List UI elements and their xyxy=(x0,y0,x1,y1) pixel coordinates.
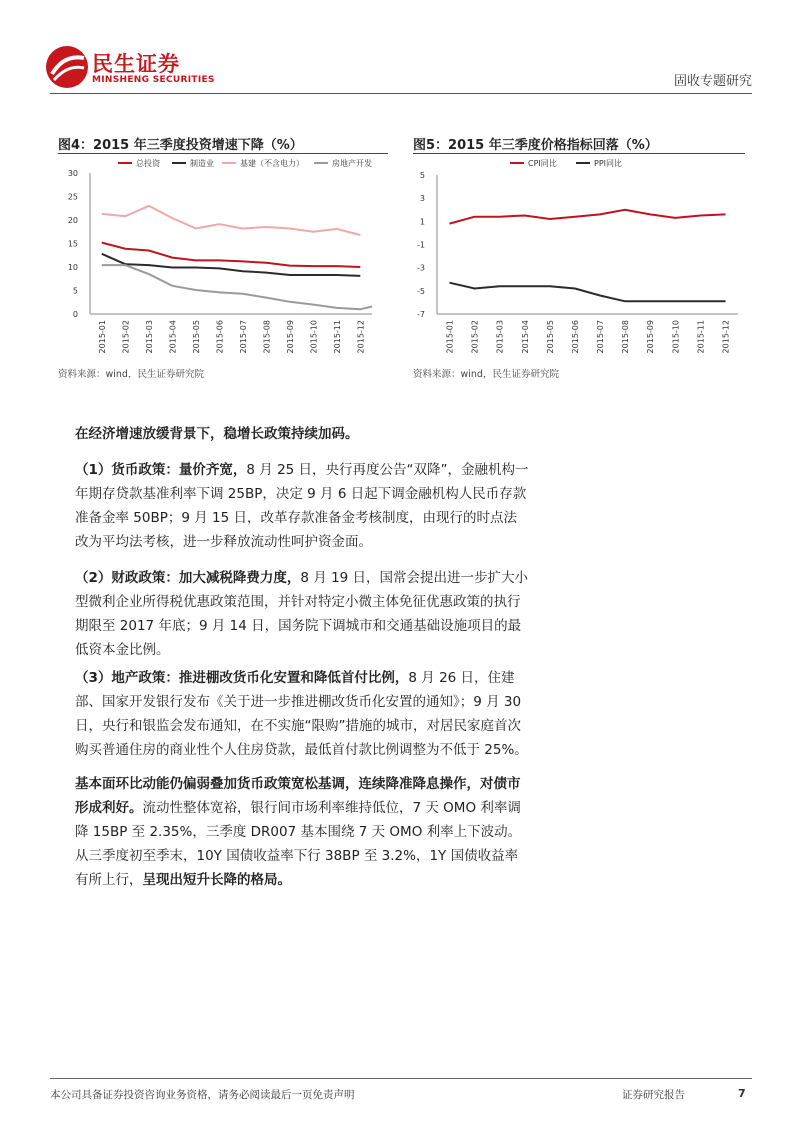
paragraph-fundamentals xyxy=(75,772,530,892)
figure5-title: 图5：2015 年三季度价格指标回落（%） xyxy=(413,138,658,153)
paragraph-fiscal xyxy=(75,566,530,662)
y-tick-label: 3 xyxy=(419,194,425,204)
paragraph-fiscal-text: 8 月 19 日，国常会提出进一步扩大小型微利企业所得税优惠政策范围，并针对特定小微主体免征优惠政策的执行期限至 2017 年底；9 月 14 日，国务院下调城市和交通基础设施项目的最低资本金比例。 xyxy=(75,570,529,658)
figure4-chart xyxy=(50,155,390,360)
paragraph-monetary xyxy=(75,458,530,554)
x-tick-label: 2015-06 xyxy=(215,320,225,354)
series-line xyxy=(450,283,726,302)
footer-disclaimer: 本公司具备证券投资咨询业务资格，请务必阅读最后一页免责声明 xyxy=(50,1089,355,1101)
x-tick-label: 2015-05 xyxy=(545,320,555,354)
x-tick-label: 2015-07 xyxy=(238,320,248,354)
footer-divider xyxy=(50,1078,752,1079)
x-tick-label: 2015-08 xyxy=(621,320,631,354)
x-tick-label: 2015-11 xyxy=(332,320,342,354)
y-tick-label: 5 xyxy=(72,286,78,296)
x-tick-label: 2015-05 xyxy=(191,320,201,354)
figure5-title-rule xyxy=(413,153,745,154)
x-tick-label: 2015-10 xyxy=(671,320,681,354)
legend-label: 总投资 xyxy=(136,159,160,168)
x-tick-label: 2015-03 xyxy=(144,320,154,354)
y-tick-label: 5 xyxy=(419,171,425,180)
legend-label: 制造业 xyxy=(190,159,214,168)
x-tick-label: 2015-08 xyxy=(262,320,272,354)
x-tick-label: 2015-02 xyxy=(470,320,480,354)
y-tick-label: 1 xyxy=(419,217,425,227)
paragraph-fundamentals-conclusion: 呈现出短升长降的格局。 xyxy=(142,872,291,888)
x-tick-label: 2015-03 xyxy=(495,320,505,354)
paragraph-property-heading: （3）地产政策：推进棚改货币化安置和降低首付比例， xyxy=(75,670,409,686)
series-line xyxy=(102,243,361,267)
x-tick-label: 2015-11 xyxy=(696,320,706,354)
figure4-title-rule xyxy=(58,153,388,154)
figure5-chart xyxy=(405,155,750,360)
x-tick-label: 2015-09 xyxy=(285,320,295,354)
series-line xyxy=(450,210,726,224)
paragraph-monetary-text: 8 月 25 日，央行再度公告“双降”，金融机构一年期存贷款基准利率下调 25BP，决定 9 月 6 日起下调金融机构人民币存款准备金率 50BP；9 月 15 日，改革存款准备金考核制度，由现行的时点法改为平均法考核，进一步释放流动性呵护资金面。 xyxy=(75,462,529,550)
lead-sentence: 在经济增速放缓背景下，稳增长政策持续加码。 xyxy=(75,426,359,442)
header-divider xyxy=(50,93,752,94)
page-number: 7 xyxy=(738,1087,746,1100)
x-tick-label: 2015-06 xyxy=(570,320,580,354)
x-tick-label: 2015-12 xyxy=(721,320,731,354)
footer-doc-type: 证券研究报告 xyxy=(622,1089,685,1101)
x-tick-label: 2015-04 xyxy=(168,320,178,354)
legend-label: PPI同比 xyxy=(594,159,623,168)
series-line xyxy=(102,206,361,235)
y-tick-label: 30 xyxy=(67,169,78,178)
body-lead xyxy=(75,422,725,446)
x-tick-label: 2015-07 xyxy=(596,320,606,354)
report-type: 固收专题研究 xyxy=(673,74,752,89)
x-tick-label: 2015-01 xyxy=(97,320,107,354)
paragraph-fundamentals-text: 流动性整体宽裕，银行间市场利率维持低位，7 天 OMO 利率调降 15BP 至 2.35%，三季度 DR007 基本围绕 7 天 OMO 利率上下波动。从三季度初至季末，10Y 国债收益率下行 38BP 至 3.2%，1Y 国债收益率有所上行， xyxy=(75,800,522,888)
paragraph-fundamentals-heading: 基本面环比动能仍偏弱叠加货币政策宽松基调，连续降准降息操作，对债市形成利好。 xyxy=(75,776,521,816)
logo-chinese-name: 民生证券 xyxy=(92,52,180,76)
legend-label: 基建（不含电力） xyxy=(240,159,304,168)
x-tick-label: 2015-10 xyxy=(309,320,319,354)
paragraph-fiscal-heading: （2）财政政策：加大减税降费力度， xyxy=(75,570,301,586)
y-tick-label: 10 xyxy=(67,263,78,272)
figure4-title: 图4：2015 年三季度投资增速下降（%） xyxy=(58,138,303,153)
x-tick-label: 2015-12 xyxy=(356,320,366,354)
paragraph-monetary-heading: （1）货币政策：量价齐宽， xyxy=(75,462,247,478)
legend-label: 房地产开发 xyxy=(332,159,372,168)
minsheng-logo-icon xyxy=(44,44,90,90)
logo-english-name: MINSHENG SECURITIES xyxy=(92,75,215,85)
x-tick-label: 2015-04 xyxy=(520,320,530,354)
x-tick-label: 2015-02 xyxy=(121,320,131,354)
series-line xyxy=(102,254,361,276)
y-tick-label: -3 xyxy=(417,263,425,273)
figure4-source: 资料来源：wind，民生证券研究院 xyxy=(58,369,204,380)
figure5-source: 资料来源：wind，民生证券研究院 xyxy=(413,369,559,380)
y-tick-label: 15 xyxy=(67,239,78,249)
series-line xyxy=(102,265,372,309)
y-tick-label: -1 xyxy=(417,240,425,250)
y-tick-label: -7 xyxy=(417,310,425,319)
x-tick-label: 2015-09 xyxy=(646,320,656,354)
paragraph-property-text: 8 月 26 日，住建部、国家开发银行发布《关于进一步推进棚改货币化安置的通知》；9 月 30 日，央行和银监会发布通知，在不实施“限购”措施的城市，对居民家庭首次购买普通住房的商业性个人住房贷款，最低首付款比例调整为不低于 25%。 xyxy=(75,670,528,758)
y-tick-label: 0 xyxy=(72,310,78,319)
y-tick-label: 20 xyxy=(67,216,78,225)
legend-label: CPI同比 xyxy=(528,159,557,168)
y-tick-label: 25 xyxy=(67,192,78,202)
x-tick-label: 2015-01 xyxy=(445,320,455,354)
paragraph-property xyxy=(75,666,530,762)
y-tick-label: -5 xyxy=(417,286,425,296)
